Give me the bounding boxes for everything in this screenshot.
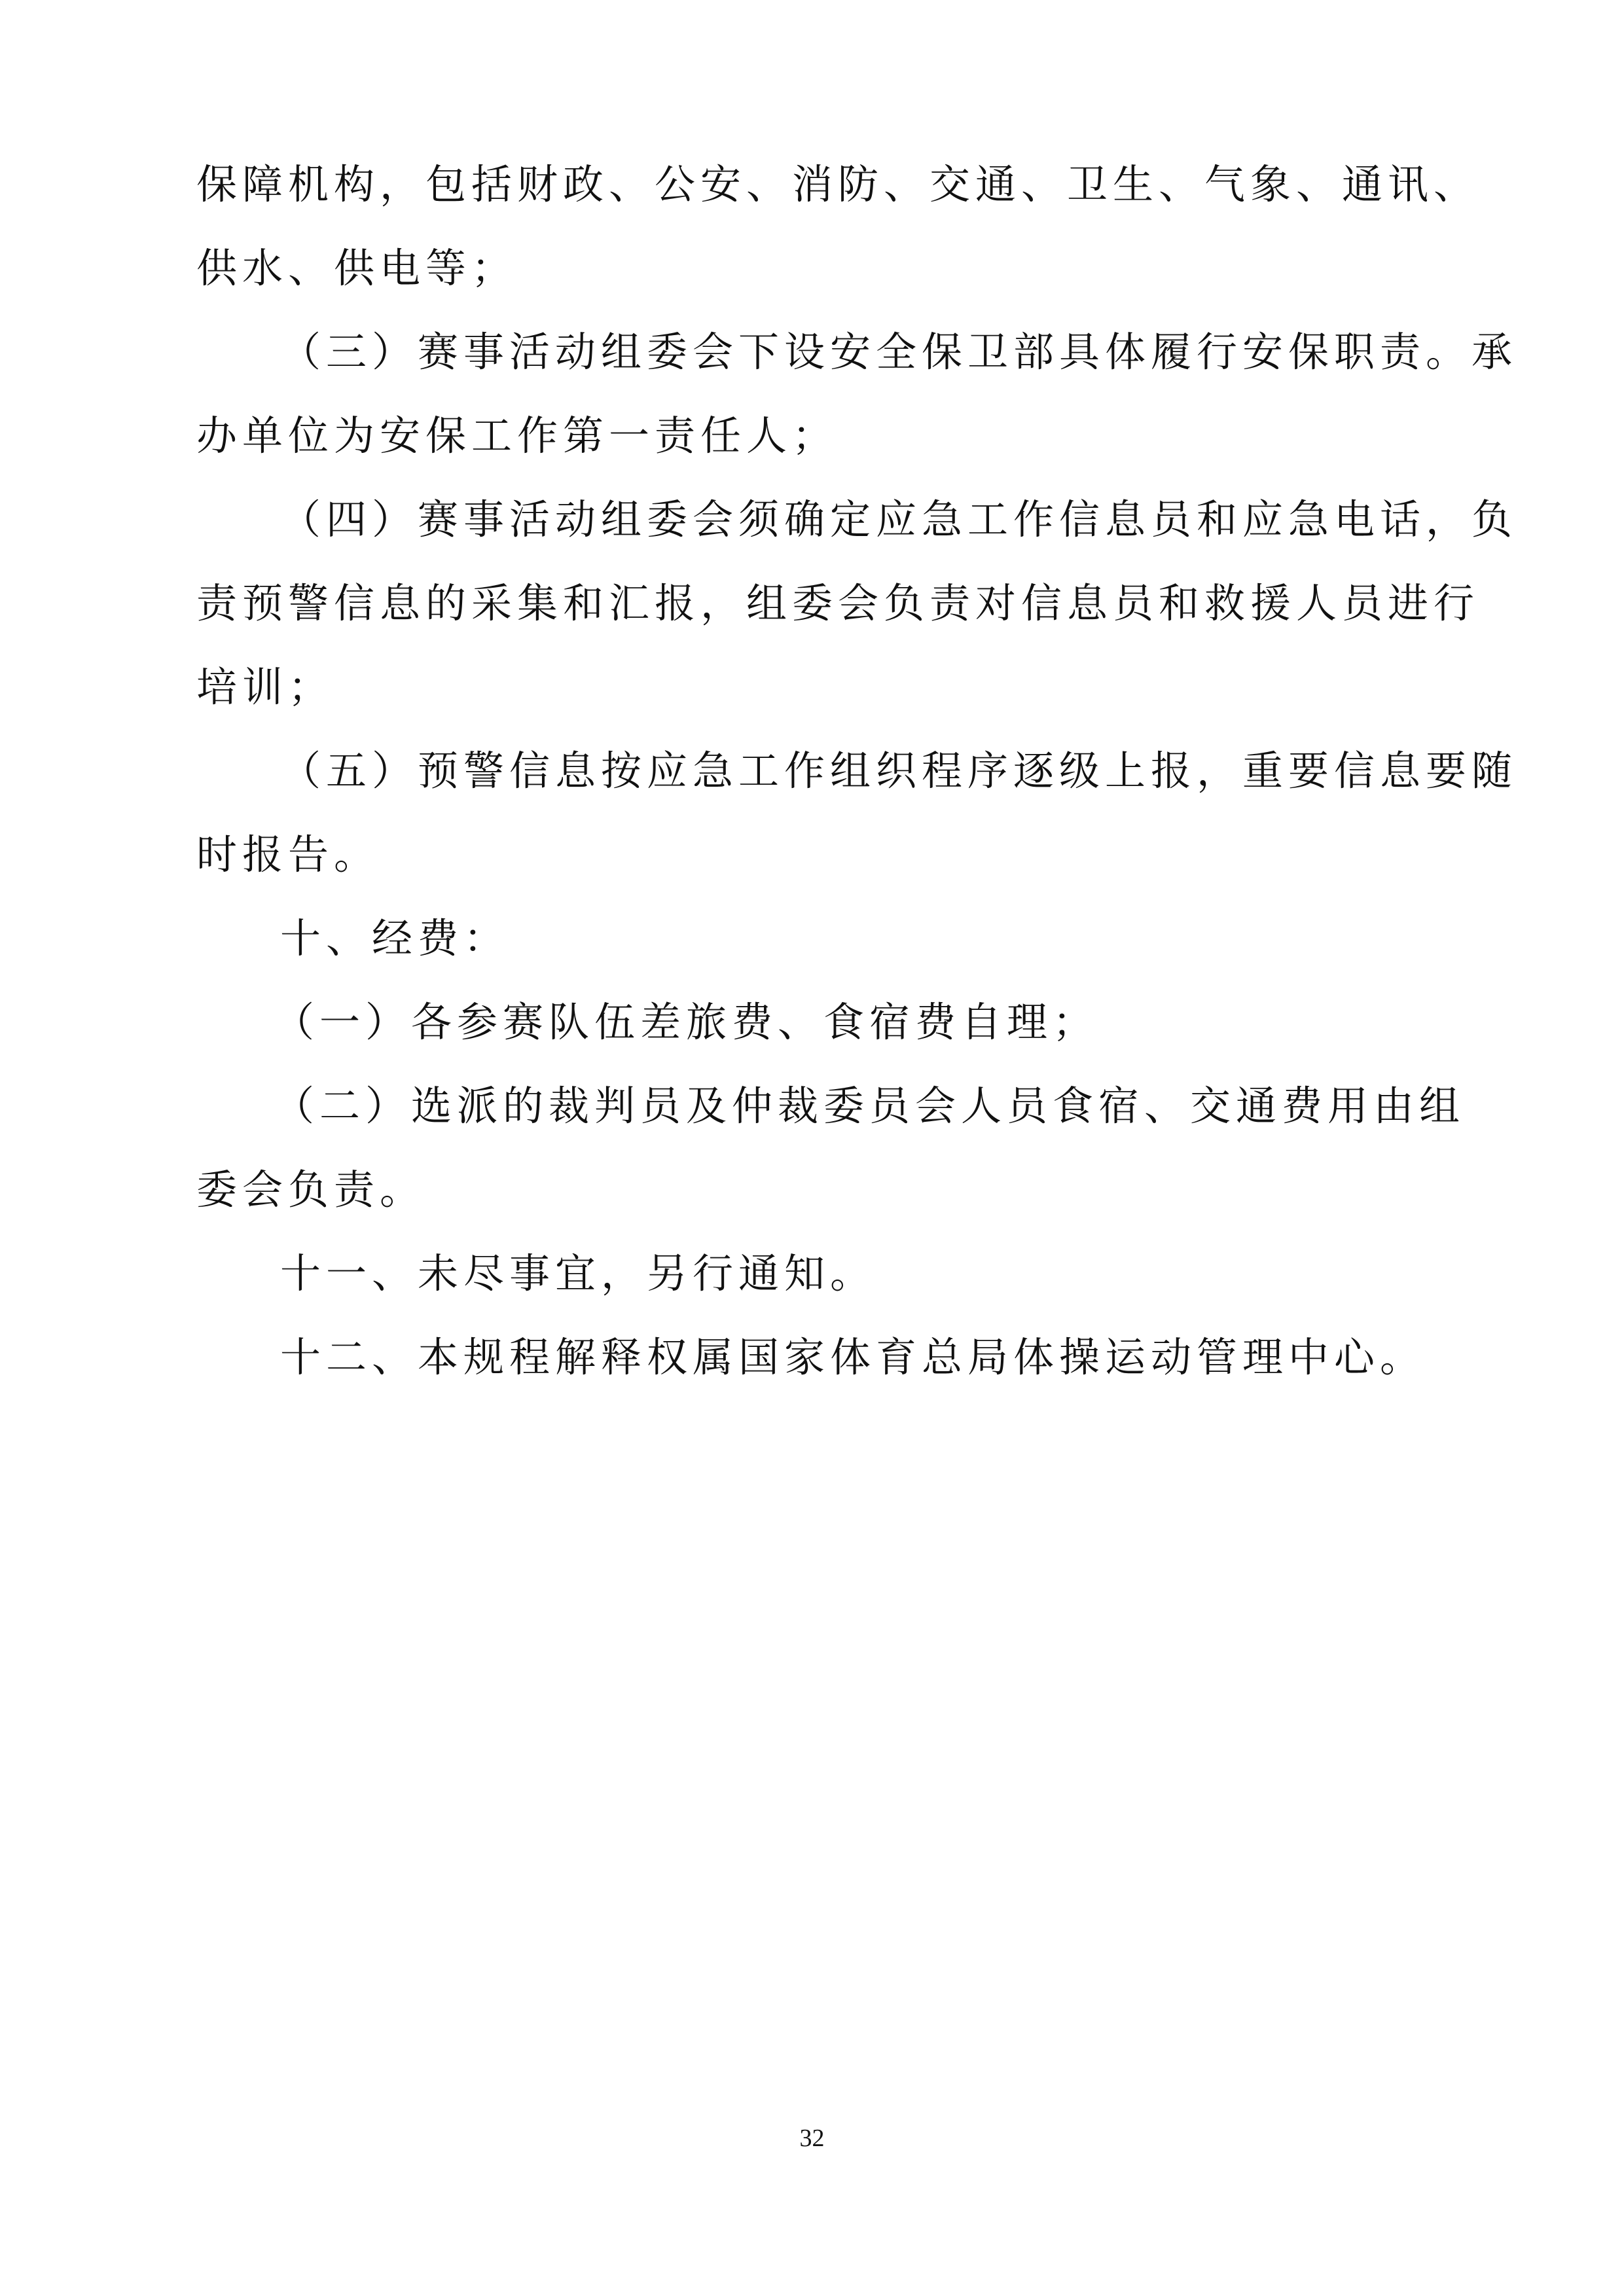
section-heading: 十二、本规程解释权属国家体育总局体操运动管理中心。 bbox=[280, 1333, 1426, 1381]
paragraph-line: 供水、供电等； bbox=[196, 244, 518, 292]
paragraph-line: （一）各参赛队伍差旅费、食宿费自理； bbox=[274, 998, 1099, 1046]
paragraph-line: 时报告。 bbox=[196, 831, 380, 878]
paragraph-line: （四）赛事活动组委会须确定应急工作信息员和应急电话，负 bbox=[280, 495, 1518, 543]
section-heading: 十、经费： bbox=[280, 914, 510, 962]
paragraph-line: 保障机构，包括财政、公安、消防、交通、卫生、气象、通讯、 bbox=[196, 160, 1480, 208]
paragraph-line: 责预警信息的采集和汇报，组委会负责对信息员和救援人员进行 bbox=[196, 579, 1480, 627]
paragraph-line: 培训； bbox=[196, 663, 334, 711]
paragraph-line: （五）预警信息按应急工作组织程序逐级上报，重要信息要随 bbox=[280, 747, 1518, 795]
paragraph-line: 委会负责。 bbox=[196, 1166, 426, 1213]
paragraph-line: （三）赛事活动组委会下设安全保卫部具体履行安保职责。承 bbox=[280, 328, 1518, 376]
document-body bbox=[196, 143, 1518, 1399]
paragraph-line: 办单位为安保工作第一责任人； bbox=[196, 412, 839, 459]
page-number: 32 bbox=[799, 2125, 825, 2152]
paragraph-line: （二）选派的裁判员及仲裁委员会人员食宿、交通费用由组 bbox=[274, 1082, 1466, 1130]
section-heading: 十一、未尽事宜，另行通知。 bbox=[280, 1249, 876, 1297]
